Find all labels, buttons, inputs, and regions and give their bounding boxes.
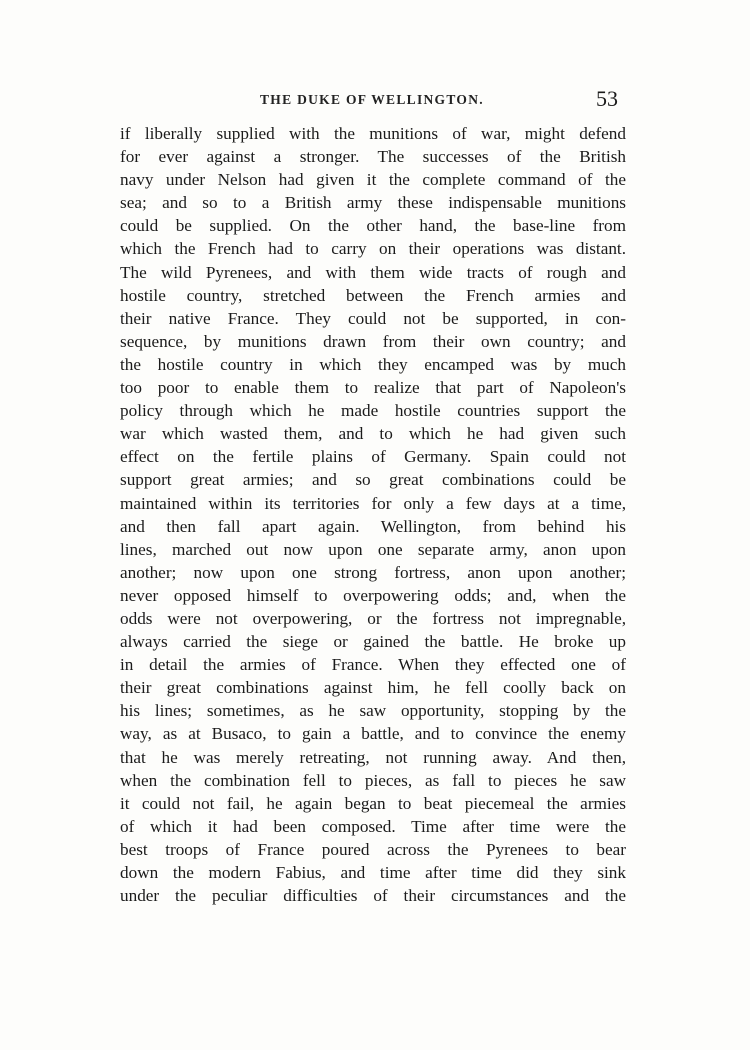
text-line: for ever against a stronger. The successes of the British <box>120 147 626 167</box>
text-line: could be supplied. On the other hand, the base-line from <box>120 216 626 236</box>
text-line: in detail the armies of France. When they effected one of <box>120 655 626 675</box>
text-line: another; now upon one strong fortress, anon upon another; <box>120 562 626 582</box>
text-line: lines, marched out now upon one separate army, anon upon <box>120 539 626 559</box>
text-line: and then fall apart again. Wellington, from behind his <box>120 516 626 536</box>
text-line: never opposed himself to overpowering odds; and, when the <box>120 585 626 605</box>
body-text <box>120 122 626 907</box>
text-line: if liberally supplied with the munitions of war, might defend <box>120 124 626 143</box>
text-line: the hostile country in which they encamped was by much <box>120 354 626 374</box>
text-line: his lines; sometimes, as he saw opportunity, stopping by the <box>120 701 626 721</box>
text-line: support great armies; and so great combinations could be <box>120 470 626 490</box>
text-line: policy through which he made hostile countries support the <box>120 401 626 421</box>
text-line: which the French had to carry on their operations was distant. <box>120 239 626 259</box>
text-line: sequence, by munitions drawn from their own country; and <box>120 331 626 351</box>
text-line: that he was merely retreating, not running away. And then, <box>120 747 626 767</box>
text-line: too poor to enable them to realize that part of Napoleon's <box>120 378 626 398</box>
text-line: always carried the siege or gained the battle. He broke up <box>120 632 626 652</box>
text-line: odds were not overpowering, or the fortress not impregnable, <box>120 608 626 628</box>
text-line: war which wasted them, and to which he had given such <box>120 424 626 444</box>
text-line: their native France. They could not be supported, in con- <box>120 308 626 328</box>
text-line: maintained within its territories for only a few days at a time, <box>120 493 626 513</box>
text-line: hostile country, stretched between the French armies and <box>120 285 626 305</box>
text-line: down the modern Fabius, and time after time did they sink <box>120 863 626 882</box>
text-line: effect on the fertile plains of Germany. Spain could not <box>120 447 626 467</box>
text-line: The wild Pyrenees, and with them wide tracts of rough and <box>120 262 626 282</box>
text-line: it could not fail, he again began to beat piecemeal the armies <box>120 793 626 813</box>
text-line: way, as at Busaco, to gain a battle, and to convince the enemy <box>120 724 626 744</box>
text-line: when the combination fell to pieces, as fall to pieces he saw <box>120 770 626 790</box>
text-line: their great combinations against him, he fell coolly back on <box>120 678 626 698</box>
text-line: of which it had been composed. Time after time were the <box>120 816 626 836</box>
text-line: under the peculiar difficulties of their circumstances and the <box>120 886 626 906</box>
running-head <box>120 86 626 116</box>
running-title: THE DUKE OF WELLINGTON. <box>260 92 484 107</box>
text-line: sea; and so to a British army these indispensable munitions <box>120 193 626 213</box>
page-number: 53 <box>596 86 618 111</box>
text-line: best troops of France poured across the Pyrenees to bear <box>120 839 626 859</box>
text-line: navy under Nelson had given it the complete command of the <box>120 170 626 190</box>
